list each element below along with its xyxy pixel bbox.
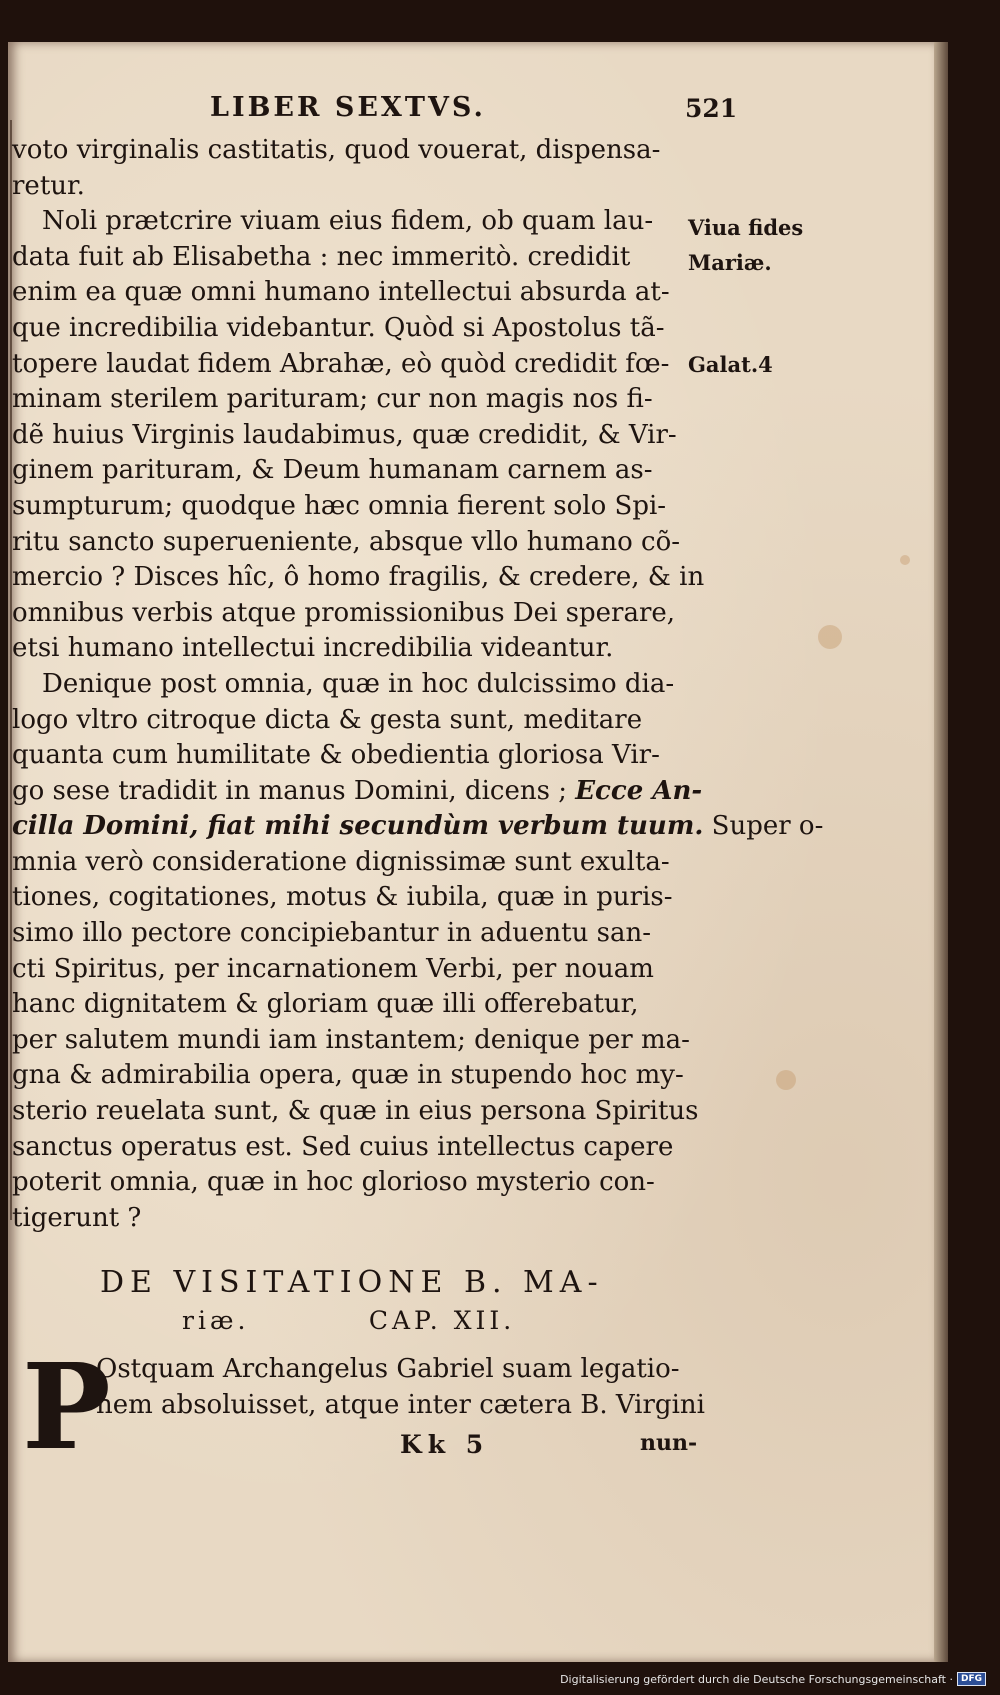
text-line: topere laudat fidem Abrahæ, eò quòd credidit fœ- <box>12 348 670 379</box>
text-fragment: go sese tradidit in manus Domini, dicens ; <box>12 775 567 806</box>
running-head: LIBER SEXTVS. <box>210 92 486 123</box>
text-line: ginem parituram, & Deum humanam carnem as- <box>12 455 653 486</box>
text-line: hanc dignitatem & gloriam quæ illi offerebatur, <box>12 989 639 1020</box>
text-line: que incredibilia videbantur. Quòd si Apostolus tã- <box>12 312 665 343</box>
text-line: gna & admirabilia opera, quæ in stupendo hoc my- <box>12 1060 684 1091</box>
text-line: tigerunt ? <box>12 1202 142 1233</box>
text-line: data fuit ab Elisabetha : nec immeritò. credidit <box>12 241 631 272</box>
text-line: quanta cum humilitate & obedientia gloriosa Vir- <box>12 740 660 771</box>
text-line: poterit omnia, quæ in hoc glorioso mysterio con- <box>12 1167 655 1198</box>
text-line: sumpturum; quodque hæc omnia fierent solo Spi- <box>12 490 667 521</box>
text-line <box>12 809 824 845</box>
text-line: minam sterilem parituram; cur non magis nos fi- <box>12 384 653 415</box>
text-line: Noli prætcrire viuam eius fidem, ob quam lau- <box>42 206 654 237</box>
chapter-number: riæ. CAP. XII. <box>182 1306 516 1335</box>
signature-mark: Kk 5 <box>400 1430 490 1459</box>
credit-text: Digitalisierung gefördert durch die Deutsche Forschungsgemeinschaft · <box>560 1672 953 1686</box>
text-line: ritu sancto superueniente, absque vllo humano cõ- <box>12 526 681 557</box>
text-line: per salutem mundi iam instantem; denique per ma- <box>12 1024 690 1055</box>
text-line: sanctus operatus est. Sed cuius intellectus capere <box>12 1131 674 1162</box>
text-line: logo vltro citroque dicta & gesta sunt, meditare <box>12 704 643 735</box>
footer-credit <box>560 1672 986 1686</box>
quote-line: cilla Domini, fiat mihi secundùm verbum tuum. <box>12 811 704 842</box>
text-line: nem absoluisset, atque inter cætera B. Virgini <box>96 1389 705 1420</box>
margin-note-galat: Galat.4 <box>688 352 773 377</box>
foxing-spot <box>900 555 910 565</box>
margin-note-mariae: Mariæ. <box>688 250 772 275</box>
margin-note-viua-fides: Viua fides <box>688 215 804 240</box>
catchword: nun- <box>640 1430 698 1456</box>
chapter-heading: DE VISITATIONE B. MA- <box>100 1265 604 1300</box>
text-line: sterio reuelata sunt, & quæ in eius persona Spiritus <box>12 1096 699 1127</box>
foxing-spot <box>776 1070 796 1090</box>
page-number: 521 <box>685 94 738 123</box>
text-line: omnibus verbis atque promissionibus Dei sperare, <box>12 597 676 628</box>
text-line: enim ea quæ omni humano intellectui absurda at- <box>12 277 670 308</box>
text-line: Ostquam Archangelus Gabriel suam legatio- <box>96 1354 680 1384</box>
chapter-opening-text <box>96 1352 705 1423</box>
text-line <box>12 774 703 810</box>
text-line: retur. <box>12 170 85 201</box>
text-line: cti Spiritus, per incarnationem Verbi, per nouam <box>12 953 654 984</box>
text-line: tiones, cogitationes, motus & iubila, quæ in puris- <box>12 882 673 913</box>
page-edge <box>934 42 948 1662</box>
text-line: Denique post omnia, quæ in hoc dulcissimo dia- <box>42 668 675 699</box>
dfg-logo: DFG <box>957 1672 986 1686</box>
text-line: voto virginalis castitatis, quod vouerat, dispensa- <box>12 135 661 165</box>
text-fragment: Super o- <box>703 811 824 842</box>
text-line: etsi humano intellectui incredibilia videantur. <box>12 633 614 664</box>
quote-start: Ecce An- <box>575 775 703 806</box>
text-line: simo illo pectore concipiebantur in aduentu san- <box>12 918 652 949</box>
drop-cap: P <box>22 1337 111 1476</box>
text-line: dẽ huius Virginis laudabimus, quæ credidit, & Vir- <box>12 419 677 450</box>
text-line: mnia verò consideratione dignissimæ sunt exulta- <box>12 846 670 877</box>
text-line: mercio ? Disces hîc, ô homo fragilis, & credere, & in <box>12 562 705 593</box>
foxing-spot <box>818 625 842 649</box>
